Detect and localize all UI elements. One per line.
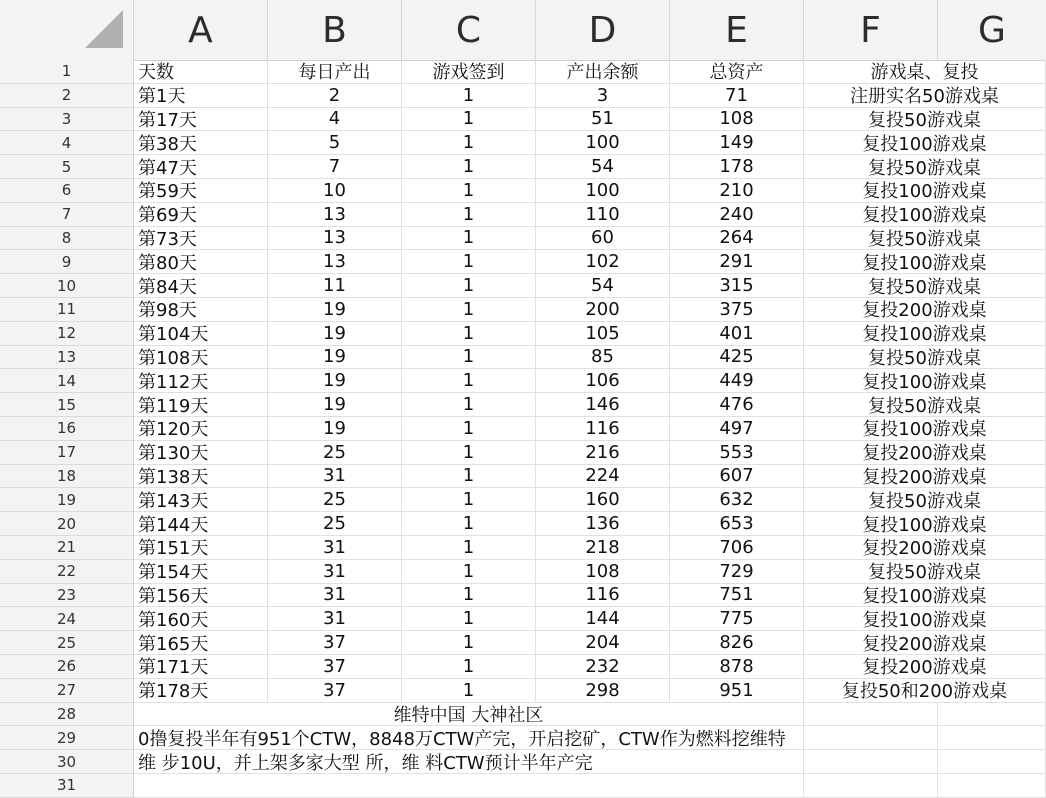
row-header[interactable]: 21 [0,536,134,560]
merged-cell[interactable]: 维 步10U，并上架多家大型 所，维 料CTW预计半年产完 [134,750,804,774]
cell[interactable]: 105 [536,322,670,346]
cell[interactable]: 19 [268,346,402,370]
cell[interactable]: 1 [402,369,536,393]
cell[interactable]: 178 [670,155,804,179]
cell[interactable]: 1 [402,179,536,203]
row-header[interactable]: 26 [0,655,134,679]
cell[interactable]: 1 [402,560,536,584]
table-row [0,441,1046,465]
cell[interactable]: 第17天 [134,108,268,132]
cell[interactable]: 1 [402,346,536,370]
cell[interactable]: 224 [536,465,670,489]
cell[interactable] [804,750,938,774]
cell[interactable]: 复投100游戏桌 [804,512,1046,536]
cell[interactable]: 553 [670,441,804,465]
cell[interactable]: 106 [536,369,670,393]
cell[interactable]: 729 [670,560,804,584]
cell[interactable]: 游戏桌、复投 [804,60,1046,84]
row-header[interactable]: 5 [0,155,134,179]
cell[interactable]: 751 [670,584,804,608]
cell[interactable]: 复投50游戏桌 [804,488,1046,512]
table-row [0,369,1046,393]
cell[interactable]: 复投50游戏桌 [804,108,1046,132]
row-header[interactable]: 4 [0,131,134,155]
row-header[interactable]: 28 [0,703,134,727]
row-header[interactable]: 3 [0,108,134,132]
cell[interactable]: 1 [402,298,536,322]
cell[interactable]: 1 [402,631,536,655]
row-header[interactable]: 8 [0,227,134,251]
cell[interactable]: 216 [536,441,670,465]
row-header[interactable]: 25 [0,631,134,655]
cell[interactable]: 2 [268,84,402,108]
cell[interactable]: 第165天 [134,631,268,655]
cell[interactable]: 1 [402,108,536,132]
table-row [0,465,1046,489]
cell[interactable]: 复投200游戏桌 [804,441,1046,465]
cell[interactable]: 复投100游戏桌 [804,250,1046,274]
cell[interactable]: 632 [670,488,804,512]
cell[interactable]: 425 [670,346,804,370]
cell[interactable]: 449 [670,369,804,393]
cell[interactable]: 291 [670,250,804,274]
cell[interactable]: 315 [670,274,804,298]
row-header[interactable]: 17 [0,441,134,465]
cell[interactable]: 第156天 [134,584,268,608]
cell[interactable]: 497 [670,417,804,441]
row-header[interactable]: 24 [0,607,134,631]
table-row [0,679,1046,703]
cell[interactable]: 71 [670,84,804,108]
cell[interactable]: 复投100游戏桌 [804,417,1046,441]
row-header[interactable]: 11 [0,298,134,322]
cell[interactable]: 51 [536,108,670,132]
cell[interactable]: 775 [670,607,804,631]
row-header[interactable]: 6 [0,179,134,203]
cell[interactable]: 1 [402,84,536,108]
column-header-bar [0,0,1046,61]
cell[interactable]: 第138天 [134,465,268,489]
column-header-f[interactable]: F [804,0,938,60]
cell[interactable]: 149 [670,131,804,155]
cell[interactable]: 第104天 [134,322,268,346]
row-header[interactable]: 2 [0,84,134,108]
cell[interactable]: 31 [268,536,402,560]
cell[interactable]: 第108天 [134,346,268,370]
cell[interactable]: 10 [268,179,402,203]
cell[interactable]: 总资产 [670,60,804,84]
cell[interactable]: 4 [268,108,402,132]
cell[interactable]: 第154天 [134,560,268,584]
row-header[interactable]: 18 [0,465,134,489]
cell[interactable]: 298 [536,679,670,703]
cell[interactable]: 第69天 [134,203,268,227]
cell[interactable]: 第1天 [134,84,268,108]
cell[interactable]: 25 [268,441,402,465]
column-header-c[interactable]: C [402,0,536,60]
row-header[interactable]: 12 [0,322,134,346]
table-row [0,179,1046,203]
cell[interactable] [804,726,938,750]
cell[interactable]: 25 [268,488,402,512]
cell[interactable]: 1 [402,131,536,155]
cell[interactable]: 复投50游戏桌 [804,346,1046,370]
table-row [0,417,1046,441]
table-row [0,60,1046,84]
cell[interactable]: 951 [670,679,804,703]
cell[interactable]: 54 [536,155,670,179]
cell[interactable]: 13 [268,203,402,227]
cell[interactable]: 第160天 [134,607,268,631]
cell[interactable]: 1 [402,441,536,465]
cell[interactable]: 复投100游戏桌 [804,179,1046,203]
cell[interactable] [804,774,938,798]
cell[interactable]: 19 [268,417,402,441]
cell[interactable]: 每日产出 [268,60,402,84]
table-row [0,84,1046,108]
cell[interactable]: 1 [402,584,536,608]
cell[interactable]: 1 [402,465,536,489]
cell[interactable]: 第171天 [134,655,268,679]
cell[interactable]: 复投100游戏桌 [804,203,1046,227]
row-header[interactable]: 20 [0,512,134,536]
row-header[interactable]: 15 [0,393,134,417]
cell[interactable]: 11 [268,274,402,298]
cell[interactable]: 1 [402,250,536,274]
cell[interactable]: 第80天 [134,250,268,274]
cell[interactable]: 1 [402,655,536,679]
cell[interactable]: 25 [268,512,402,536]
cell[interactable]: 5 [268,131,402,155]
table-row [0,631,1046,655]
cell[interactable]: 第59天 [134,179,268,203]
cell[interactable]: 476 [670,393,804,417]
cell[interactable] [938,703,1046,727]
row-header[interactable]: 7 [0,203,134,227]
table-row [0,512,1046,536]
table-row [0,750,1046,774]
cell[interactable]: 31 [268,465,402,489]
merged-cell[interactable] [134,774,804,798]
table-row [0,536,1046,560]
cell[interactable]: 1 [402,512,536,536]
cell[interactable]: 复投200游戏桌 [804,465,1046,489]
table-row [0,774,1046,798]
row-header[interactable]: 13 [0,346,134,370]
table-row [0,346,1046,370]
cell[interactable]: 第120天 [134,417,268,441]
table-row [0,607,1046,631]
cell[interactable]: 878 [670,655,804,679]
cell[interactable]: 第112天 [134,369,268,393]
row-header[interactable]: 10 [0,274,134,298]
cell[interactable]: 第47天 [134,155,268,179]
cell[interactable]: 第143天 [134,488,268,512]
table-row [0,131,1046,155]
cell[interactable]: 240 [670,203,804,227]
cell[interactable]: 116 [536,417,670,441]
cell[interactable]: 注册实名50游戏桌 [804,84,1046,108]
cell[interactable]: 108 [670,108,804,132]
row-header[interactable]: 16 [0,417,134,441]
select-all-corner[interactable] [0,0,134,60]
cell[interactable]: 232 [536,655,670,679]
cell[interactable]: 1 [402,155,536,179]
cell[interactable]: 第38天 [134,131,268,155]
row-header[interactable]: 19 [0,488,134,512]
cell[interactable]: 复投100游戏桌 [804,131,1046,155]
merged-cell[interactable]: 维特中国 大神社区 [134,703,804,727]
cell[interactable]: 102 [536,250,670,274]
cell[interactable]: 复投200游戏桌 [804,536,1046,560]
cell[interactable]: 复投200游戏桌 [804,631,1046,655]
grid-body [0,60,1046,798]
cell[interactable]: 第130天 [134,441,268,465]
cell[interactable]: 210 [670,179,804,203]
column-header-a[interactable]: A [134,0,268,60]
cell[interactable]: 204 [536,631,670,655]
cell[interactable]: 复投50和200游戏桌 [804,679,1046,703]
table-row [0,108,1046,132]
cell[interactable]: 54 [536,274,670,298]
table-row [0,274,1046,298]
cell[interactable]: 100 [536,131,670,155]
cell[interactable]: 401 [670,322,804,346]
cell[interactable]: 复投50游戏桌 [804,560,1046,584]
cell[interactable]: 第151天 [134,536,268,560]
cell[interactable]: 653 [670,512,804,536]
row-header[interactable]: 1 [0,60,134,84]
select-all-icon [85,10,123,48]
cell[interactable]: 复投200游戏桌 [804,655,1046,679]
cell[interactable]: 607 [670,465,804,489]
cell[interactable]: 375 [670,298,804,322]
cell[interactable]: 13 [268,250,402,274]
row-header[interactable]: 30 [0,750,134,774]
cell[interactable]: 复投50游戏桌 [804,227,1046,251]
cell[interactable]: 200 [536,298,670,322]
table-row [0,703,1046,727]
table-row [0,298,1046,322]
row-header[interactable]: 27 [0,679,134,703]
cell[interactable]: 7 [268,155,402,179]
cell[interactable]: 1 [402,607,536,631]
table-row [0,560,1046,584]
cell[interactable]: 13 [268,227,402,251]
cell[interactable]: 826 [670,631,804,655]
cell[interactable]: 136 [536,512,670,536]
cell[interactable]: 19 [268,298,402,322]
cell[interactable]: 复投50游戏桌 [804,393,1046,417]
table-row [0,393,1046,417]
cell[interactable]: 37 [268,655,402,679]
cell[interactable] [938,726,1046,750]
table-row [0,155,1046,179]
cell[interactable]: 264 [670,227,804,251]
cell[interactable]: 游戏签到 [402,60,536,84]
cell[interactable]: 1 [402,536,536,560]
column-header-b[interactable]: B [268,0,402,60]
cell[interactable]: 31 [268,584,402,608]
cell[interactable]: 110 [536,203,670,227]
cell[interactable]: 144 [536,607,670,631]
cell[interactable]: 第178天 [134,679,268,703]
cell[interactable]: 复投100游戏桌 [804,369,1046,393]
table-row [0,227,1046,251]
cell[interactable]: 100 [536,179,670,203]
cell[interactable]: 85 [536,346,670,370]
cell[interactable] [938,750,1046,774]
cell[interactable]: 1 [402,274,536,298]
cell[interactable]: 1 [402,488,536,512]
table-row [0,488,1046,512]
table-row [0,584,1046,608]
cell[interactable]: 146 [536,393,670,417]
cell[interactable]: 218 [536,536,670,560]
merged-cell[interactable]: 0撸复投半年有951个CTW，8848万CTW产完，开启挖矿，CTW作为燃料挖维特 [134,726,804,750]
cell[interactable]: 160 [536,488,670,512]
cell[interactable] [938,774,1046,798]
column-header-d[interactable]: D [536,0,670,60]
cell[interactable]: 第98天 [134,298,268,322]
cell[interactable]: 37 [268,631,402,655]
row-header[interactable]: 31 [0,774,134,798]
cell[interactable]: 天数 [134,60,268,84]
cell[interactable]: 复投200游戏桌 [804,298,1046,322]
cell[interactable]: 19 [268,322,402,346]
cell[interactable]: 19 [268,393,402,417]
cell[interactable]: 产出余额 [536,60,670,84]
cell[interactable]: 60 [536,227,670,251]
cell[interactable]: 复投100游戏桌 [804,584,1046,608]
cell[interactable]: 108 [536,560,670,584]
row-header[interactable]: 29 [0,726,134,750]
cell[interactable]: 37 [268,679,402,703]
row-header[interactable]: 14 [0,369,134,393]
cell[interactable]: 31 [268,560,402,584]
cell[interactable]: 1 [402,322,536,346]
cell[interactable]: 1 [402,203,536,227]
row-header[interactable]: 22 [0,560,134,584]
cell[interactable]: 复投50游戏桌 [804,155,1046,179]
cell[interactable]: 第73天 [134,227,268,251]
cell[interactable]: 第84天 [134,274,268,298]
cell[interactable]: 1 [402,679,536,703]
cell[interactable]: 3 [536,84,670,108]
cell[interactable] [804,703,938,727]
cell[interactable]: 706 [670,536,804,560]
column-header-g[interactable]: G [978,9,1006,51]
table-row [0,250,1046,274]
cell[interactable]: 复投50游戏桌 [804,274,1046,298]
cell[interactable]: 复投100游戏桌 [804,607,1046,631]
cell[interactable]: 31 [268,607,402,631]
table-row [0,203,1046,227]
cell[interactable]: 116 [536,584,670,608]
cell[interactable]: 1 [402,417,536,441]
row-header[interactable]: 9 [0,250,134,274]
cell[interactable]: 第119天 [134,393,268,417]
row-header[interactable]: 23 [0,584,134,608]
cell[interactable]: 1 [402,227,536,251]
table-row [0,655,1046,679]
cell[interactable]: 第144天 [134,512,268,536]
cell[interactable]: 复投100游戏桌 [804,322,1046,346]
cell[interactable]: 1 [402,393,536,417]
table-row [0,322,1046,346]
column-header-e[interactable]: E [670,0,804,60]
cell[interactable]: 19 [268,369,402,393]
table-row [0,726,1046,750]
